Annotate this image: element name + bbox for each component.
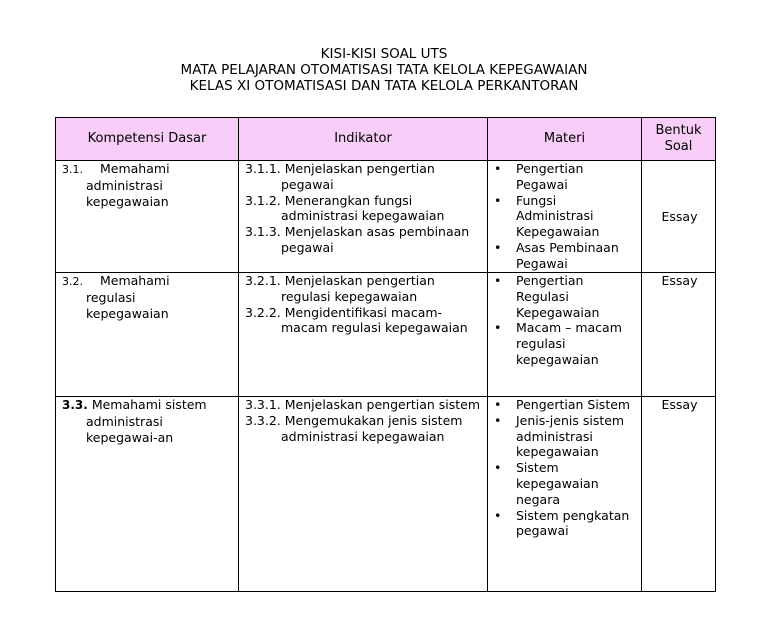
table-row [56, 397, 716, 592]
materi-item: • Sistem pengkatan pegawai [494, 508, 637, 540]
header-bentuk-line2: Soal [664, 139, 693, 154]
kd-text-line3: kepegawaian [86, 193, 169, 209]
cell-indikator [239, 273, 488, 397]
kd-text-line2: regulasi [86, 289, 136, 305]
cell-indikator [239, 397, 488, 592]
kd-number: 3.2. [62, 275, 83, 288]
kd-number: 3.1. [62, 163, 83, 176]
kd-text-line2: administrasi [86, 413, 163, 429]
materi-item: • Pengertian Sistem [494, 397, 637, 413]
cell-kompetensi-dasar [56, 273, 239, 397]
materi-item: • Sistem kepegawaian negara [494, 460, 637, 507]
indikator-item: 3.3.2. Mengemukakan jenis sistem administrasi kepegawaian [245, 412, 463, 444]
kd-text-line1: Memahami sistem [91, 397, 207, 412]
kd-text-line2: administrasi [86, 177, 163, 193]
kd-text-line3: kepegawaian [86, 305, 169, 321]
indikator-item: 3.2.2. Mengidentifikasi macam-macam regulasi kepegawaian [245, 304, 468, 336]
title-line-3: KELAS XI OTOMATISASI DAN TATA KELOLA PERKANTORAN [189, 78, 579, 94]
header-indikator: Indikator [239, 118, 488, 161]
kd-text-line1: Memahami [100, 161, 170, 176]
indikator-item: 3.1.3. Menjelaskan asas pembinaan pegawai [245, 224, 470, 255]
materi-item: • Pengertian Regulasi Kepegawaian [494, 273, 637, 320]
cell-kompetensi-dasar [56, 397, 239, 592]
cell-bentuk-soal: Essay [642, 273, 716, 397]
cell-materi [488, 397, 642, 592]
table-header-row [56, 118, 716, 161]
kd-text-line1: Memahami [100, 273, 170, 288]
kd-text-line3: kepegawai-an [86, 429, 174, 445]
materi-item: • Pengertian Pegawai [494, 161, 637, 193]
header-bentuk-line1: Bentuk [655, 123, 702, 139]
materi-item: • Asas Pembinaan Pegawai [494, 240, 637, 272]
materi-item: • Fungsi Administrasi Kepegawaian [494, 193, 637, 240]
kisi-kisi-table [55, 117, 716, 592]
header-kompetensi-dasar: Kompetensi Dasar [56, 118, 239, 161]
materi-item: • Macam – macam regulasi kepegawaian [494, 320, 637, 367]
title-line-2: MATA PELAJARAN OTOMATISASI TATA KELOLA KEPEGAWAIAN [180, 62, 588, 78]
title-line-1: KISI-KISI SOAL UTS [320, 46, 448, 62]
indikator-item: 3.3.1. Menjelaskan pengertian sistem [245, 397, 481, 412]
indikator-item: 3.1.1. Menjelaskan pengertian pegawai [245, 161, 435, 192]
header-bentuk-soal [642, 118, 716, 161]
cell-bentuk-soal: Essay [642, 397, 716, 592]
cell-materi [488, 161, 642, 273]
table-row [56, 161, 716, 273]
indikator-item: 3.1.2. Menerangkan fungsi administrasi kepegawaian [245, 192, 445, 224]
cell-materi [488, 273, 642, 397]
materi-item: • Jenis-jenis sistem administrasi kepegawaian [494, 413, 637, 460]
cell-kompetensi-dasar [56, 161, 239, 273]
table-row [56, 273, 716, 397]
cell-bentuk-soal: Essay [642, 161, 716, 273]
indikator-item: 3.2.1. Menjelaskan pengertian regulasi kepegawaian [245, 273, 435, 304]
kd-number: 3.3. [62, 398, 88, 412]
cell-indikator [239, 161, 488, 273]
document-title [0, 46, 768, 94]
header-materi: Materi [488, 118, 642, 161]
